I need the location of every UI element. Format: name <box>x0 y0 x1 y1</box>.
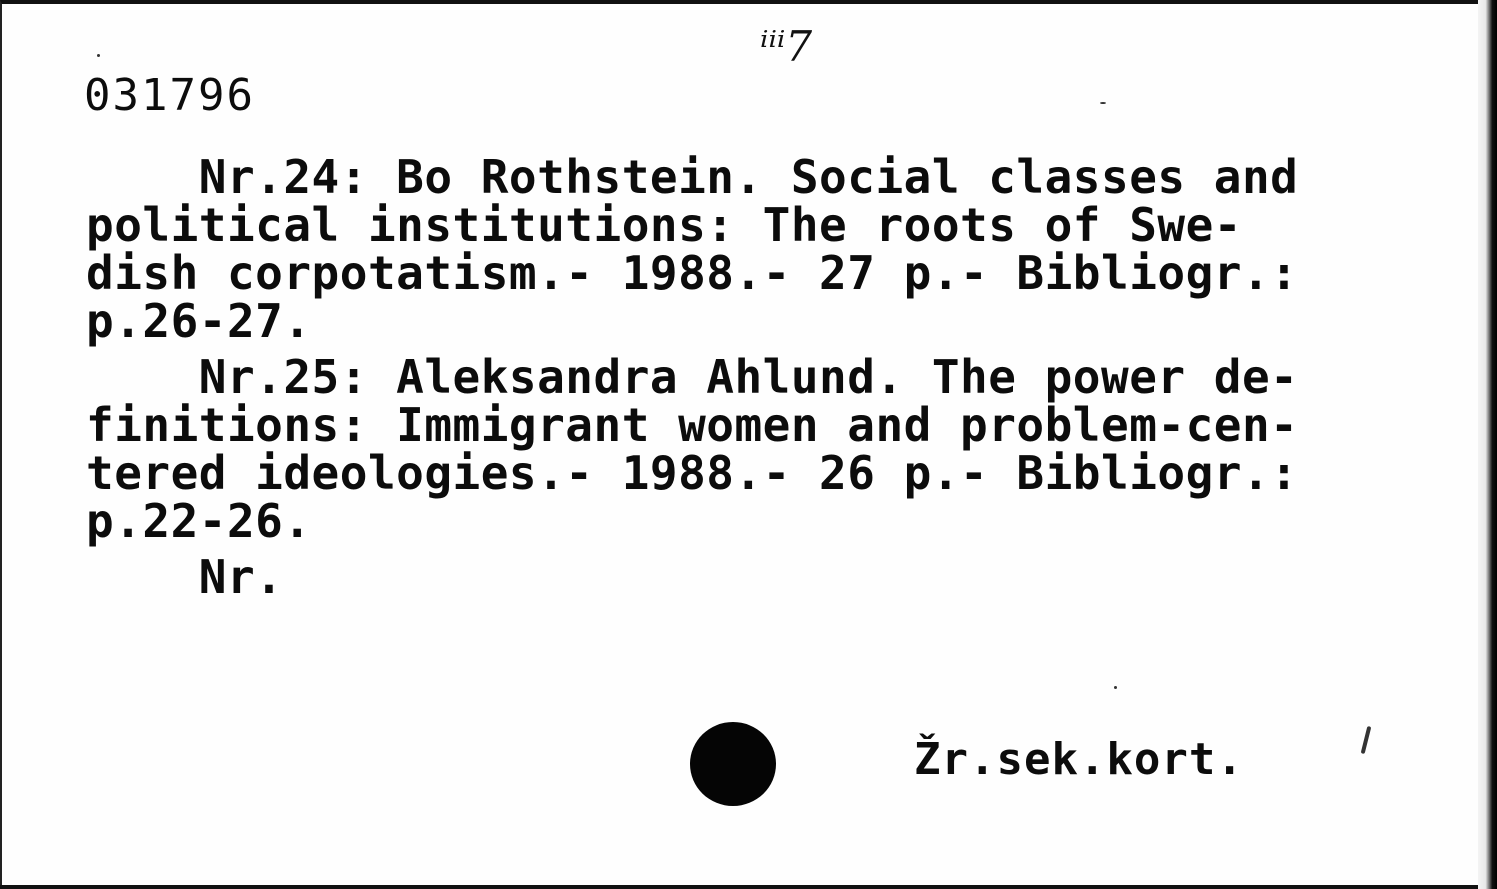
ink-speck <box>1100 102 1106 104</box>
entry-line-5: Nr.25: Aleksandra Ahlund. The power de- <box>86 350 1299 404</box>
entry-line-8: p.22-26. <box>86 494 312 548</box>
handwritten-mark: ⁱⁱⁱ7 <box>760 22 813 71</box>
ink-speck <box>1114 686 1117 689</box>
ink-speck <box>97 54 100 57</box>
entry-line-3: dish corpotatism.- 1988.- 27 p.- Bibliogr.: <box>86 246 1299 300</box>
entry-line-4: p.26-27. <box>86 294 312 348</box>
pencil-tick-mark <box>1361 726 1372 754</box>
entry-line-9: Nr. <box>86 550 284 604</box>
punch-hole <box>690 722 776 806</box>
entry-line-2: political institutions: The roots of Swe- <box>86 198 1242 252</box>
entry-line-1: Nr.24: Bo Rothstein. Social classes and <box>86 150 1299 204</box>
card-number: 031796 <box>84 70 255 121</box>
footer-note: Žr.sek.kort. <box>914 734 1244 785</box>
entry-line-7: tered ideologies.- 1988.- 26 p.- Bibliogr.: <box>86 446 1299 500</box>
card-edge-shadow <box>1478 0 1497 889</box>
entry-line-6: finitions: Immigrant women and problem-cen- <box>86 398 1299 452</box>
